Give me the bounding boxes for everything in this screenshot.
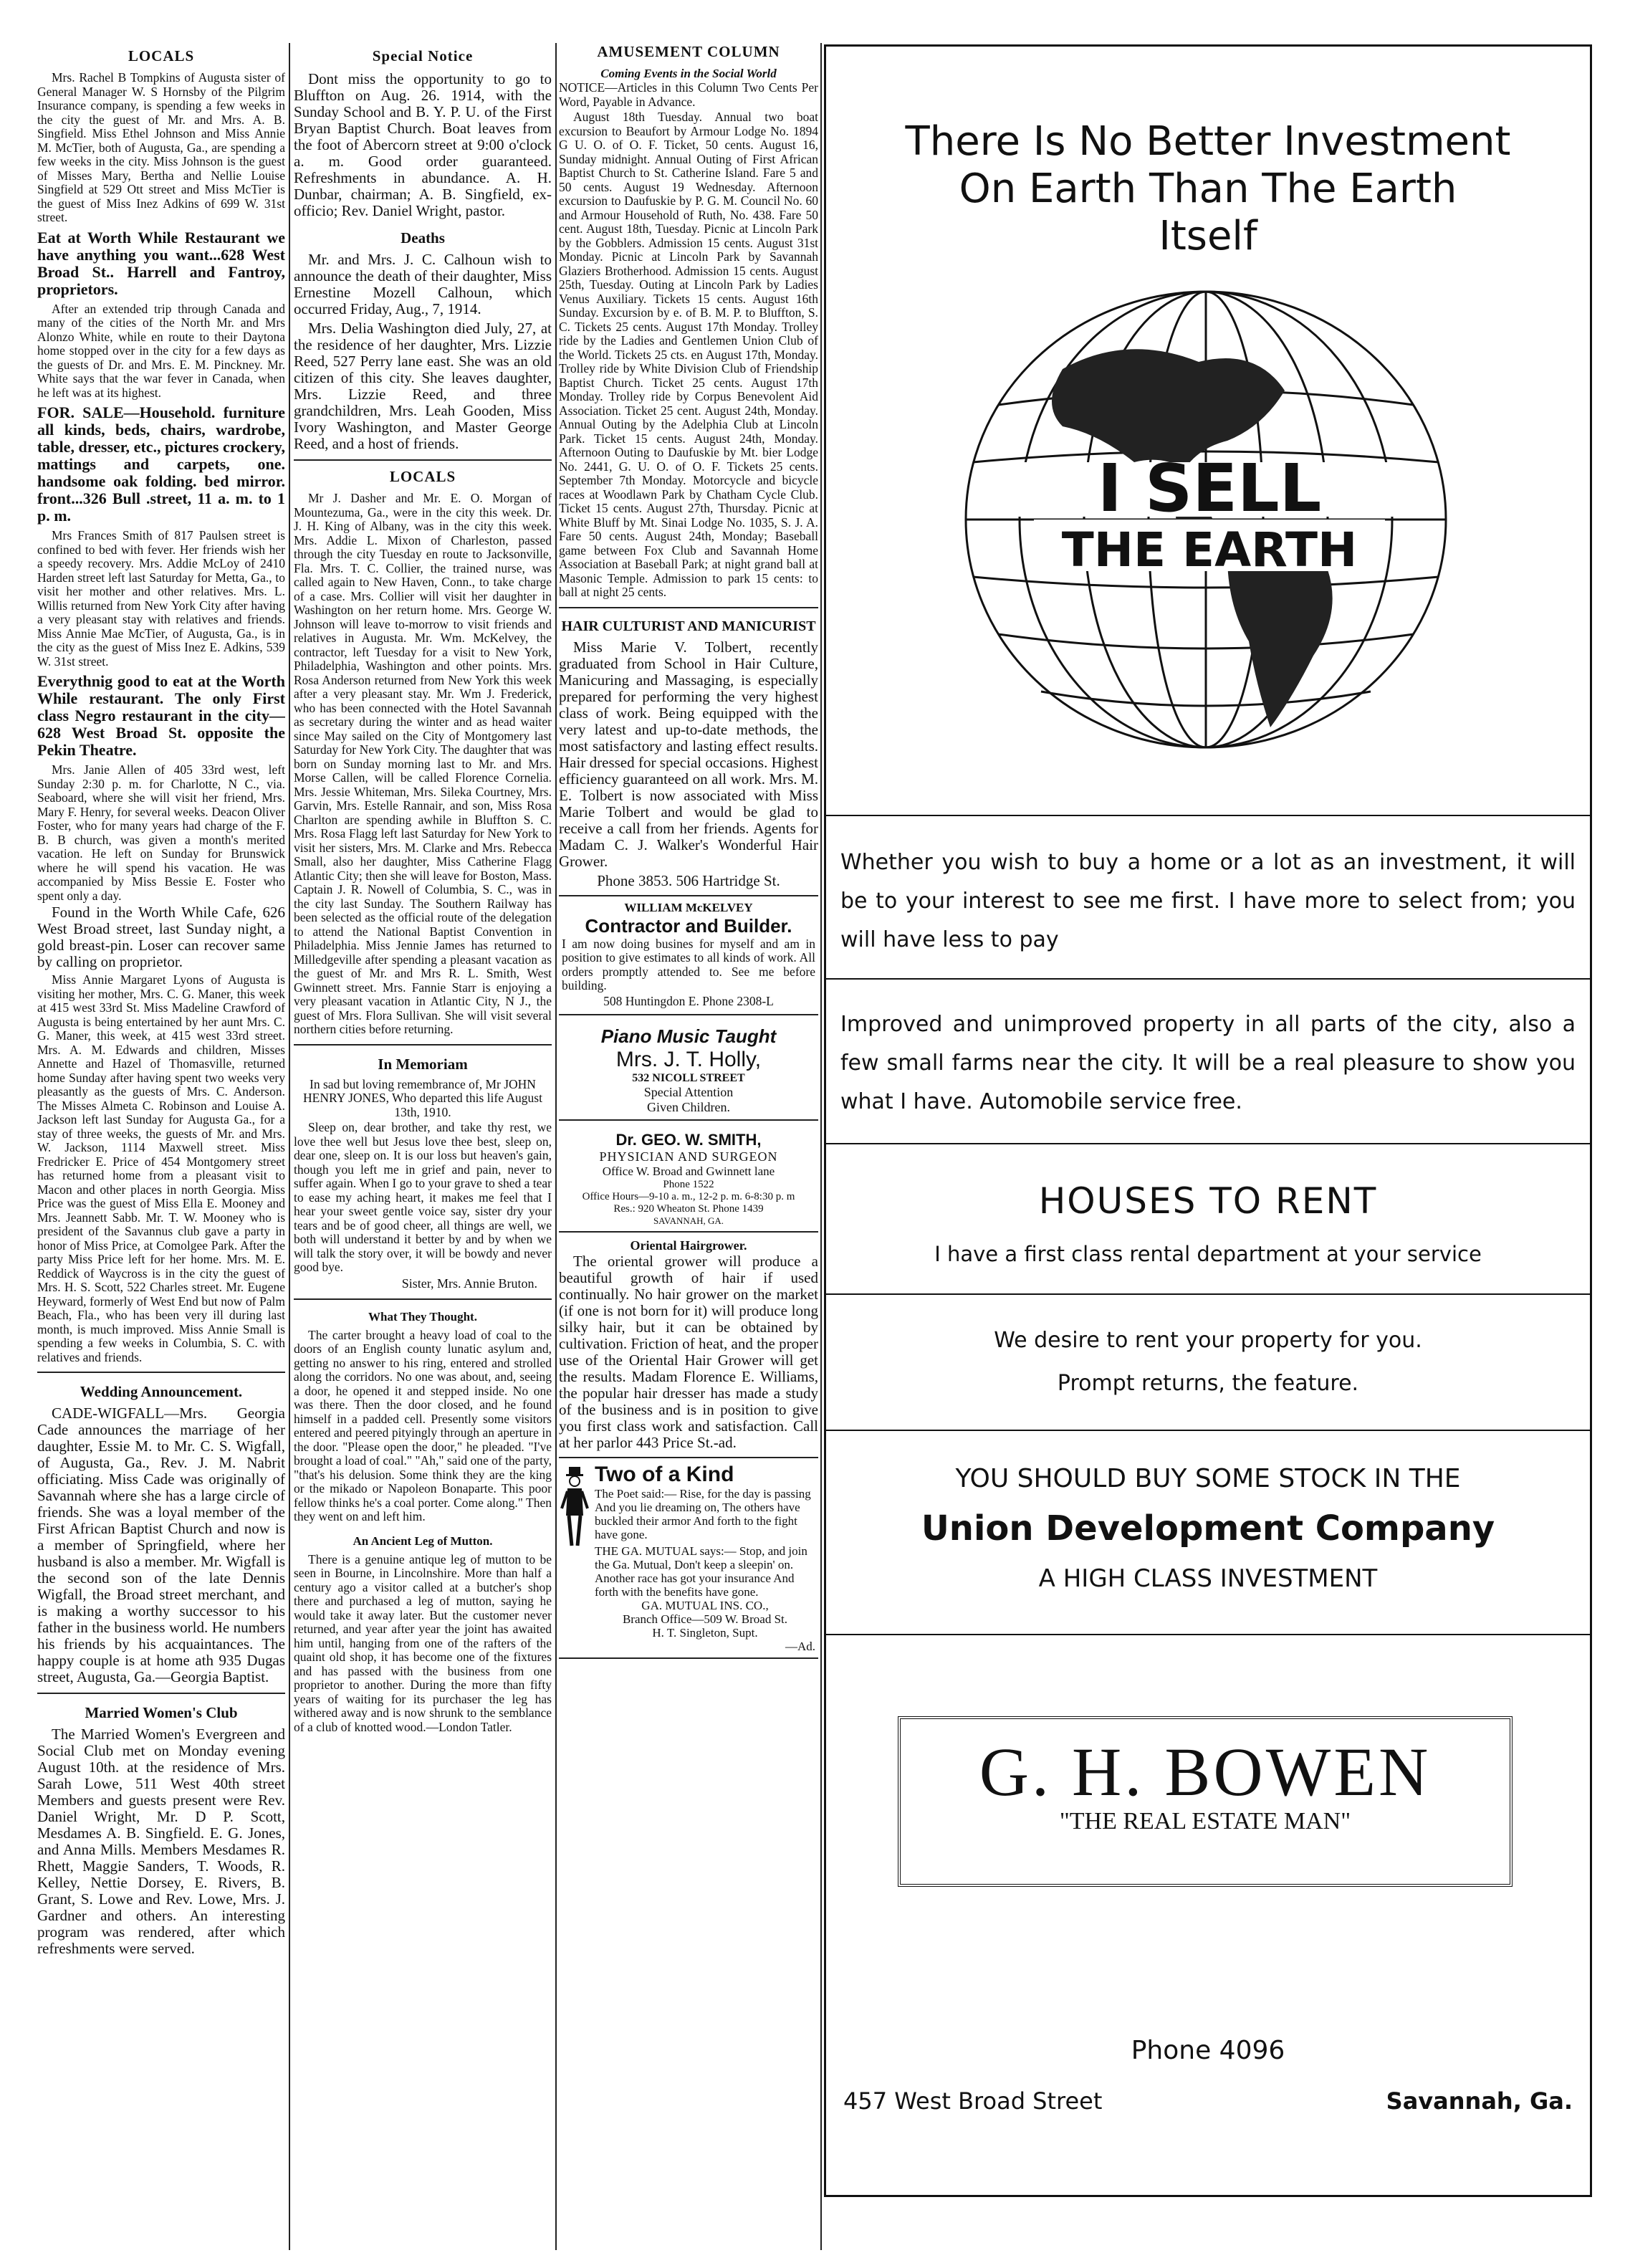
death-notice: Mr. and Mrs. J. C. Calhoun wish to announce the death of their daughter, Miss Ernestine Mozell Calhoun, which occurred Friday, Aug., 7, 1914. [294, 251, 552, 317]
poem-verse: The Poet said:— Rise, for the day is passing And you lie dreaming on, The others have buckled their armor And forth to the fight have gone. [595, 1487, 811, 1541]
mutual-supt: H. T. Singleton, Supt. [652, 1626, 758, 1640]
ad-mark: —Ad. [785, 1640, 815, 1653]
locals-paragraph: Mrs Frances Smith of 817 Paulsen street is confined to bed with fever. Her friends wish her a speedy recovery. Mrs. Addie McLoy of 2410 Harden street left last Saturday for Metta, Ga., to visit her mother and other relatives. Mrs. L. Willis returned from New York City after having a very pleasant stay with relatives and friends. Miss Annie Mae McTier, of Augusta, Ga., is in the city as the guest of Miss Inez E. Adkins, 539 W. 31st street. [37, 528, 285, 669]
smith-title: PHYSICIAN AND SURGEON [599, 1149, 778, 1164]
smith-ad [559, 1126, 818, 1233]
hair-text: Miss Marie V. Tolbert, recently graduated from School in Hair Culture, Manicuring and Massaging, is especially prepared for performing the very highest class of work. Being equipped with the very latest and up-to-date methods, the most satisfactory and lasting effect results. Hair dressed for special occasions. Highest efficiency guaranteed on all work. Mrs. M. E. Tolbert is now associated with Miss Marie Tolbert and would be glad to receive a call from her friends. Agents for Madam C. J. Walker's Wonderful Hair Grower. [559, 638, 818, 870]
divider [826, 1143, 1590, 1144]
ad-paragraph: Improved and unimproved property in all parts of the city, also a few small farms near the city. It will be a real pleasure to show you what I have. Automobile service free. [840, 1012, 1576, 1114]
smith-hours: Office Hours—9-10 a. m., 12-2 p. m. 6-8:30 p. m [582, 1191, 795, 1202]
divider [559, 607, 818, 608]
piano-name: Mrs. J. T. Holly, [615, 1048, 762, 1071]
column-2 [294, 43, 552, 2250]
mutton-heading: An Ancient Leg of Mutton. [353, 1533, 493, 1548]
memoriam-verse: Sleep on, dear brother, and take thy rest, we love thee well but Jesus love thee best, sleep on, dear one, sleep on. It is our loss but heaven's gain, though you left me in grief and pain, never to suffer again. When I go to your grave to shed a tear to ease my aching heart, it makes me feel that I hear your sweet gentle voice say, sister dry your tears and be of good cheer, all things are well, we both will understand it better by and by when we will talk the story over, it will be bowdy and never good bye. [294, 1120, 552, 1274]
deaths-heading: Deaths [401, 229, 445, 247]
ad-headline: There Is No Better Investment On Earth Than The Earth Itself [905, 118, 1511, 259]
smith-phone: Phone 1522 [663, 1179, 714, 1190]
column-3 [559, 43, 818, 2250]
piano-title: Piano Music Taught [600, 1025, 777, 1047]
amusement-notice: NOTICE—Articles in this Column Two Cents Per Word, Payable in Advance. [559, 80, 818, 109]
rent-line: We desire to rent your property for you. [994, 1328, 1422, 1353]
piano-address: 532 NICOLL STREET [632, 1072, 745, 1084]
found-notice: Found in the Worth While Cafe, 626 West Broad street, last Sunday night, a gold breast-pin. Loser can recover same by calling on proprietor. [37, 904, 285, 970]
houses-subheading: I have a first class rental department at your service [934, 1242, 1482, 1266]
thought-heading: What They Thought. [368, 1309, 477, 1324]
smith-residence: Res.: 920 Wheaton St. Phone 1439 [613, 1203, 764, 1215]
locals-paragraph: Miss Annie Margaret Lyons of Augusta is visiting her mother, Mrs. C. G. Maner, this week at 415 west 33rd St. Miss Madeline Crawford of Augusta is being entertained by her aunt Mrs. C. G. Maner, this week, at 415 west 33rd street. Mrs. A. M. Edwards and children, Misses Annette and Hazel of Thomasville, returned home Sunday after having spent two weeks very pleasantly as the guests of Mrs. C. Anderson. The Misses Almeta C. Robinson and Louise A. Jackson left last Sunday for Augusta Ga., for a stay of three weeks, the guests of Mr. and Mrs. W. Jackson, 1114 Maxwell street. Miss Fredricker E. Price of 454 Montgomery street has returned home from a pleasant visit to Macon and other places in north Georgia. Miss Price was the guest of Miss Ella E. Mooney and Mrs. Jeannett Sabb. Mr. T. W. Mooney who is president of the Savannus club gave a party in honor of Miss Price, at Comolgee Park. After the party Miss Price left for her home. Mrs. M. E. Reddick of Waycross is in the city the guest of Mrs. H. S. Scott, 522 Charles street. Mr. Eugene Heyward, formerly of West End but now of Palm Beach, Fla., who has been very ill during last month, is much improved. Miss Annie Small is spending a few weeks in Columbia, S. C. with relatives and friends. [37, 972, 285, 1364]
memoriam-heading: In Memoriam [378, 1055, 468, 1073]
locals-paragraph: Mrs. Rachel B Tompkins of Augusta sister of General Manager W. S Hornsby of the Pilgrim Insurance company, is spending a few weeks in the city the guest of Mr. and Mrs. A. B. Singfield. Miss Ethel Johnson and Miss Annie M. McTier, both of Augusta, Ga., are spending a few weeks in the city. Miss Johnson is the guest of Misses Mary, Bertha and Nellie Louise Singfield at 529 Ott street and Miss McTier is the guest of Miss Inez Adkins of 699 W. 31st street. [37, 70, 285, 224]
thought-text: The carter brought a heavy load of coal to the doors of an English county lunatic asylum and, getting no answer to his ring, entered and strolled along the corridors. No one was about, and, seeing a door, he opened it and stepped inside. No one was there. Then the door closed, and he found himself in a padded cell. Presently some visitors entered and peered pityingly through an aperture in the door. "Please open the door," he pleaded. "I've brought a load of coal." "Ah," said one of the party, "that's his delusion. Some think they are the king or the mikado or Napoleon Bonaparte. This poor fellow thinks he's a coal porter. Come along." Then they went on and left him. [294, 1327, 552, 1523]
special-notice-heading: Special Notice [372, 47, 474, 64]
bowen-box [898, 1716, 1513, 1887]
events-list: August 18th Tuesday. Annual two boat excursion to Beaufort by Armour Lodge No. 1894 G U. O. of O. F. Ticket, 50 cents. August 16, Sunday midnight. Annual Outing of First African Baptist Church to St. Catherine Island. Fare 5 and 50 cents. August 19 Wednesday. Afternoon excursion to Daufuskie by P. G. M. Council No. 60 and Armour Household of Ruth, No. 438. Fare 50 cent. August 18th, Tuesday. Picnic at Lincoln Park by the Gobblers. Admission 15 cents. August 31st Monday. Picnic at Lincoln Park by Savannah Glaziers Brotherhood. Admission 15 cents. August 25th, Tuesday. Outing at Lincoln Park by Ladies Venus Auxiliary. Tickets 15 cents. August 16th Sunday. Excursion by e. of B. M. P. to Bluffton, S. C. Tickets 25 cents. August 17th Monday. Trolley ride by the Ladies and Gentlemen Union Club of the World. Tickets 25 cts. en August 17th, Monday. Trolley ride by White Division Club of Friendship Baptist Church. Ticket 25 cents. August 17th Monday. Trolley ride by Corpus Benevolent Aid Association. Ticket 25 cent. August 24th, Monday. Annual Outing by the Adelphia Club at Lincoln Park. Ticket 15 cents. August 24th, Monday. Afternoon Outing to Daufuskie by Mt. bier Lodge No. 2441, G. U. O. of O. F. Tickets 25 cents. September 7th Monday. Motorcycle and bicycle races at Woodlawn Park by Chatham Cycle Club. Ticket 15 cents. August 27th, Thursday. Picnic at White Bluff by Mt. Sinai Lodge No. 1035, S. J. A. Fare 50 cents. August 24th, Monday; Baseball game between Fox Club and Savannah Home Association at Baseball Park; at night grand ball at Masonic Temple. Admission to park 15 cents: to ball at night 25 cents. [559, 110, 818, 599]
bowen-name: G. H. BOWEN [979, 1733, 1432, 1810]
smith-name: Dr. GEO. W. SMITH, [615, 1131, 762, 1149]
locals-text: Mr J. Dasher and Mr. E. O. Morgan of Mountezuma, Ga., were in the city this week. Dr. J. H. King of Albany, was in the city this week. Mrs. Addie L. Mixon of Charleston, passed through the city Tuesday en route to Jacksonville, Fla. Mrs. T. C. Collier, the trained nurse, was called again to New Haven, Conn., to take charge of a case. Mrs. Collier will visit her daughter in Washington on her return home. Mrs. George W. Johnson will leave to-morrow to visit friends and relatives in Augusta. Mr. Wm. McKelvey, the contractor, left Tuesday for a visit to New York, Philadelphia, Washington and other points. Mrs. Rosa Anderson returned from New York this week after a very pleasant stay. Mr. Wm J. Frederick, who has been connected with the Hotel Savannah as secretary during the winter and as head waiter since May sailed on the City of Montgomery last Saturday for New York City. The daughter that was born on Sunday morning last to Mr. and Mrs. Morse Callen, will be called Florence Cornelia. Mrs. Jessie Whiteman, Mrs. Sileka Courtney, Mrs. Garvin, Mrs. Estelle Rannair, and son, Miss Rosa Charlton are spending awhile in Bluffton S. C. Mrs. Rosa Flagg left last Saturday for New York to visit her sisters, Mrs. M. Clarke and Mrs. Rebecca Small, also her daughter, Miss Catherine Flagg Atlantic City; then she will leave for Boston, Mass. Captain J. R. Nowell of Columbia, S. C., was in the city last Sunday. The Southern Railway has been selected as the official route of the delegation to attend the National Baptist Convention in Philadelphia. Miss Jennie James has returned to Milledgeville after spending a pleasant vacation as the guest of Mr. and Mrs R. L. Smith, West Gwinnett street. Mrs. Fannie Starr is enjoying a very pleasant vacation in Atlantic City, N J., the guest of Mrs. Flora Sullivan. She will visit several northern cities before returning. [294, 491, 552, 1036]
stock-line: YOU SHOULD BUY SOME STOCK IN THE [955, 1464, 1461, 1493]
piano-note: Given Children. [647, 1100, 730, 1114]
rent-line: Prompt returns, the feature. [1057, 1371, 1359, 1396]
divider [826, 1293, 1590, 1295]
divider [37, 1693, 285, 1694]
company-name: Union Development Company [921, 1508, 1495, 1549]
gentleman-figure-icon [560, 1465, 589, 1551]
piano-note: Special Attention [643, 1085, 734, 1099]
hair-heading: HAIR CULTURIST AND MANICURIST [561, 618, 816, 634]
street-address: 457 West Broad Street [843, 2087, 1103, 2115]
globe-icon [826, 283, 1590, 785]
locals-heading: LOCALS [128, 47, 195, 64]
column-rule [289, 43, 290, 2250]
death-notice: Mrs. Delia Washington died July, 27, at the residence of her daughter, Mrs. Lizzie Reed, 527 Perry lane east. She was an old citizen of this city. She leaves daughter, Mrs. Lizzie Reed, and three grandchildren, Mrs. Leah Gooden, Miss Ivory Washington, and Master George Reed, and a host of friends. [294, 320, 552, 452]
locals-paragraph: After an extended trip through Canada and many of the cities of the North Mr. and Mrs Alonzo White, while en route to their Daytona home stopped over in the city for a few days as the guests of Dr. and Mrs. E. M. Pinckney. Mr. White says that the war fever in Canada, when he left was at its highest. [37, 301, 285, 400]
restaurant-ad: Eat at Worth While Restaurant we have anything you want...628 West Broad St.. Harrell and Fantroy, proprietors. [37, 228, 285, 298]
club-text: The Married Women's Evergreen and Social Club met on Monday evening August 10th. at the residence of Mrs. Sarah Lowe, 511 West 40th street Members and guests present were Rev. Daniel Wright, Mr. D P. Scott, Mesdames A. B. Singfield. E. G. Jones, and Anna Mills. Members Mesdames R. Rhett, Maggie Sanders, T. Woods, R. Kelley, Nettie Dorsey, E. Rivers, B. Grant, S. Lowe and Rev. Lowe, Mrs. J. Gardner and others. An interesting program was rendered, after which refreshments were served. [37, 1726, 285, 1957]
wedding-heading: Wedding Announcement. [80, 1383, 243, 1400]
column-rule [555, 43, 557, 2250]
amusement-subheading: Coming Events in the Social World [600, 67, 777, 80]
column-rule [820, 43, 822, 2250]
piano-ad [559, 1021, 818, 1121]
divider [826, 978, 1590, 980]
mutton-text: There is a genuine antique leg of mutton to be seen in Bourne, in Lincolnshire. More than half a century ago a visitor called at a butcher's shop there and purchased a leg of mutton, saying he would take it away later. But the customer never returned, and year after year the joint has awaited him until, hanging from one of the rafters of the quaint old shop, it has become one of the fixtures and has passed with the business from one proprietor to another. During the more than fifty years of waiting for its purchaser the leg has withered away and is now shrunk to the semblance of a club of knotted wood.—London Tatler. [294, 1551, 552, 1734]
oriental-text: The oriental grower will produce a beautiful growth of hair if used continually. No hair grower on the market (if one is not born for it) will produce long silky hair, but it can be obtained by cultivation. Friction of heat, and the proper use of the Oriental Hair Grower will get the results. Madam Florence E. Williams, the popular hair dresser has made a study of the business and is in position to give you first class work and satisfaction. Call at her parlor 443 Price St.-ad. [559, 1253, 818, 1451]
mckelvey-name: WILLIAM McKELVEY [624, 900, 753, 914]
mckelvey-ad [559, 895, 818, 1016]
globe-text: I SELL [1097, 450, 1322, 527]
divider [294, 459, 552, 461]
mckelvey-title: Contractor and Builder. [585, 914, 792, 937]
stock-tagline: A HIGH CLASS INVESTMENT [1038, 1564, 1378, 1593]
for-sale-ad: FOR. SALE—Household. furniture all kinds, beds, chairs, wardrobe, table, dresser, etc., pictures crockery, mattings and carpets, one. handsome oak folding. bed mirror. front...326 Bull .street, 11 a. m. to 1 p. m. [37, 403, 285, 525]
wedding-text: CADE-WIGFALL—Mrs. Georgia Cade announces the marriage of her daughter, Essie M. to Mr. C. S. Wigfall, of Augusta, Ga., Rev. J. M. Nabrit officiating. Miss Cade was originally of Savannah where she has a large circle of friends. She was a loyal member of the First African Baptist Church and now is a member of Springfield, where her husband is also a member. Mr. Wigfall is the second son of the late Dennis Wigfall, the Broad street merchant, and is making a worthy successor to his father in the business world. He numbers his friends by his acquaintances. The happy couple is at home ath 935 Dugas street, Augusta, Ga.—Georgia Baptist. [37, 1405, 285, 1685]
memoriam-signature: Sister, Mrs. Annie Bruton. [401, 1276, 537, 1291]
amusement-heading: AMUSEMENT COLUMN [597, 43, 780, 60]
bowen-tagline: "THE REAL ESTATE MAN" [1059, 1808, 1351, 1834]
phone-number: Phone 4096 [1131, 2036, 1285, 2065]
mckelvey-body: I am now doing busines for myself and am in position to give estimates to all kinds of work. All orders promptly attended to. See me before building. [562, 936, 815, 992]
smith-city: SAVANNAH, GA. [653, 1215, 724, 1226]
poem-verse: THE GA. MUTUAL says:— Stop, and join the Ga. Mutual, Don't keep a sleepin' on. Another race has got your insurance And forth with the benefits have gone. [595, 1544, 807, 1599]
mutual-name: GA. MUTUAL INS. CO., [641, 1599, 769, 1612]
real-estate-ad [824, 44, 1592, 2197]
houses-heading: HOUSES TO RENT [1038, 1180, 1378, 1222]
ad-paragraph: Whether you wish to buy a home or a lot as an investment, it will be to your interest to see me first. I have more to select from; you will have less to pay [840, 850, 1576, 952]
divider [294, 1044, 552, 1046]
special-notice-text: Dont miss the opportunity to go to Bluffton on Aug. 26. 1914, with the Sunday School and B. Y. P. U. of the First Bryan Baptist Church. Boat leaves from the foot of Abercorn street at 9:00 o'clock a. m. Good order guaranteed. Refreshments in abundance. A. H. Dunbar, chairman; A. B. Singfield, ex-officio; Rev. Daniel Wright, pastor. [294, 70, 552, 219]
club-heading: Married Women's Club [85, 1704, 238, 1721]
divider [826, 815, 1590, 816]
locals-paragraph: Mrs. Janie Allen of 405 33rd west, left Sunday 2:30 p. m. for Charlotte, N C., via. Seaboard, where she will visit her friend, Mrs. Mary F. Henry, for several weeks. Deacon Oliver Foster, who for many years had charge of the F. B. B church, was given a month's merited vacation. He left on Sunday for Brunswick where he will spend his vacation. He was accompanied by Miss Bessie E. Foster who spent only a day. [37, 762, 285, 903]
smith-office: Office W. Broad and Gwinnett lane [602, 1164, 775, 1178]
mckelvey-address: 508 Huntingdon E. Phone 2308-L [603, 993, 774, 1008]
two-of-a-kind-ad [559, 1457, 818, 1659]
memoriam-intro: In sad but loving remembrance of, Mr JOHN HENRY JONES, Who departed this life August 13th, 1910. [303, 1076, 542, 1119]
restaurant-ad: Everythnig good to eat at the Worth While restaurant. The only First class Negro restaurant in the city—628 West Broad St. opposite the Pekin Theatre. [37, 672, 285, 759]
mutual-branch: Branch Office—509 W. Broad St. [622, 1612, 788, 1626]
city-name: Savannah, Ga. [1386, 2087, 1573, 2115]
divider [294, 1298, 552, 1300]
divider [826, 1430, 1590, 1431]
column-1 [37, 43, 285, 2250]
globe-text: THE EARTH [1061, 522, 1358, 578]
oriental-heading: Oriental Hairgrower. [630, 1238, 747, 1253]
two-of-a-kind-heading: Two of a Kind [595, 1463, 734, 1486]
locals-heading: LOCALS [389, 468, 456, 485]
divider [37, 1372, 285, 1373]
hair-phone: Phone 3853. 506 Hartridge St. [597, 871, 780, 889]
divider [826, 1634, 1590, 1635]
